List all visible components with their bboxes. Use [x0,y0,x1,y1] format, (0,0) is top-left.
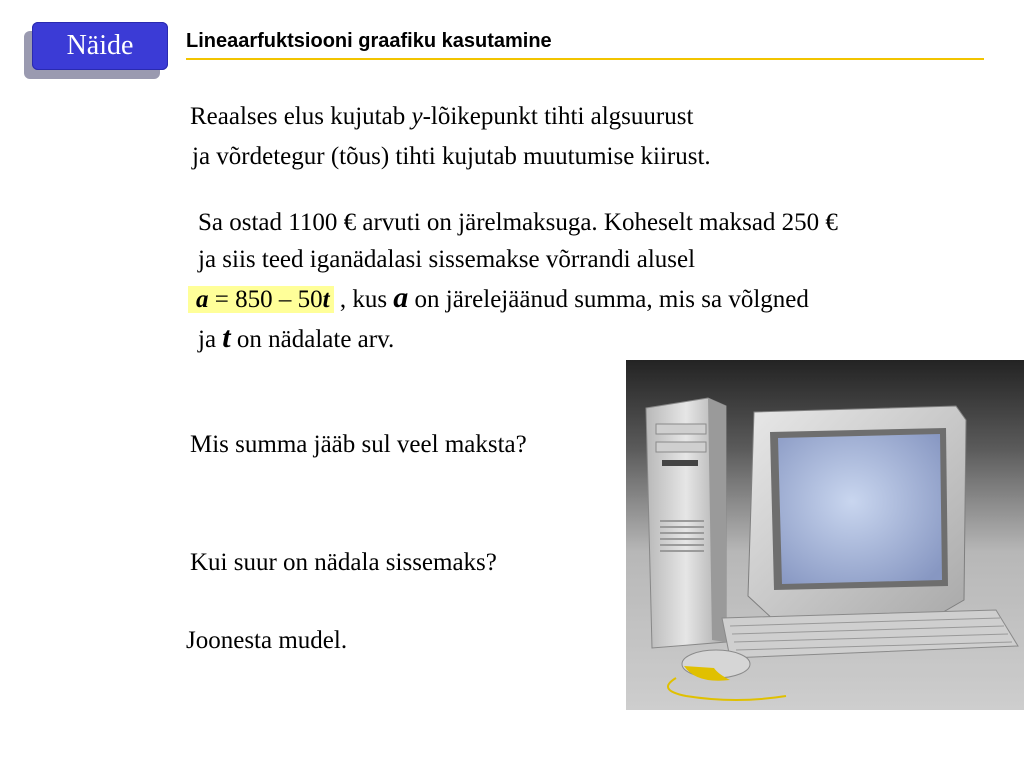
intro-line-2: ja võrdetegur (tõus) tihti kujutab muutumise kiirust. [192,143,711,170]
problem-line-1: Sa ostad 1100 € arvuti on järelmaksuga. Koheselt maksad 250 € [198,209,838,236]
intro-text: -lõikepunkt tihti algsuurust [422,103,694,130]
formula-text: = 850 – 50 [208,286,323,313]
problem-line-3 [196,283,809,315]
formula-highlight [188,286,334,313]
var-t: t [222,321,231,354]
intro-line-1 [190,102,693,132]
intro-text: Reaalses elus kujutab [190,103,412,130]
y-variable: y [411,103,423,130]
problem-line-2: ja siis teed iganädalasi sissemakse võrrandi alusel [198,246,696,273]
problem-text: ja [198,326,223,353]
computer-photo [626,360,1024,710]
problem-line-4 [198,323,394,355]
problem-text: , kus [333,286,394,313]
problem-text: on nädalate arv. [230,326,395,353]
question-1: Mis summa jääb sul veel maksta? [190,431,527,458]
var-a: a [393,281,409,314]
example-badge: Näide [32,22,168,70]
problem-text: on järelejäänud summa, mis sa võlgned [408,286,809,313]
question-2: Kui suur on nädala sissemaks? [190,549,497,576]
question-3: Joonesta mudel. [186,627,348,654]
slide-title: Lineaarfuktsiooni graafiku kasutamine [186,30,552,52]
formula-a: a [196,286,209,313]
title-underline [186,58,984,60]
formula-t: t [322,286,330,313]
